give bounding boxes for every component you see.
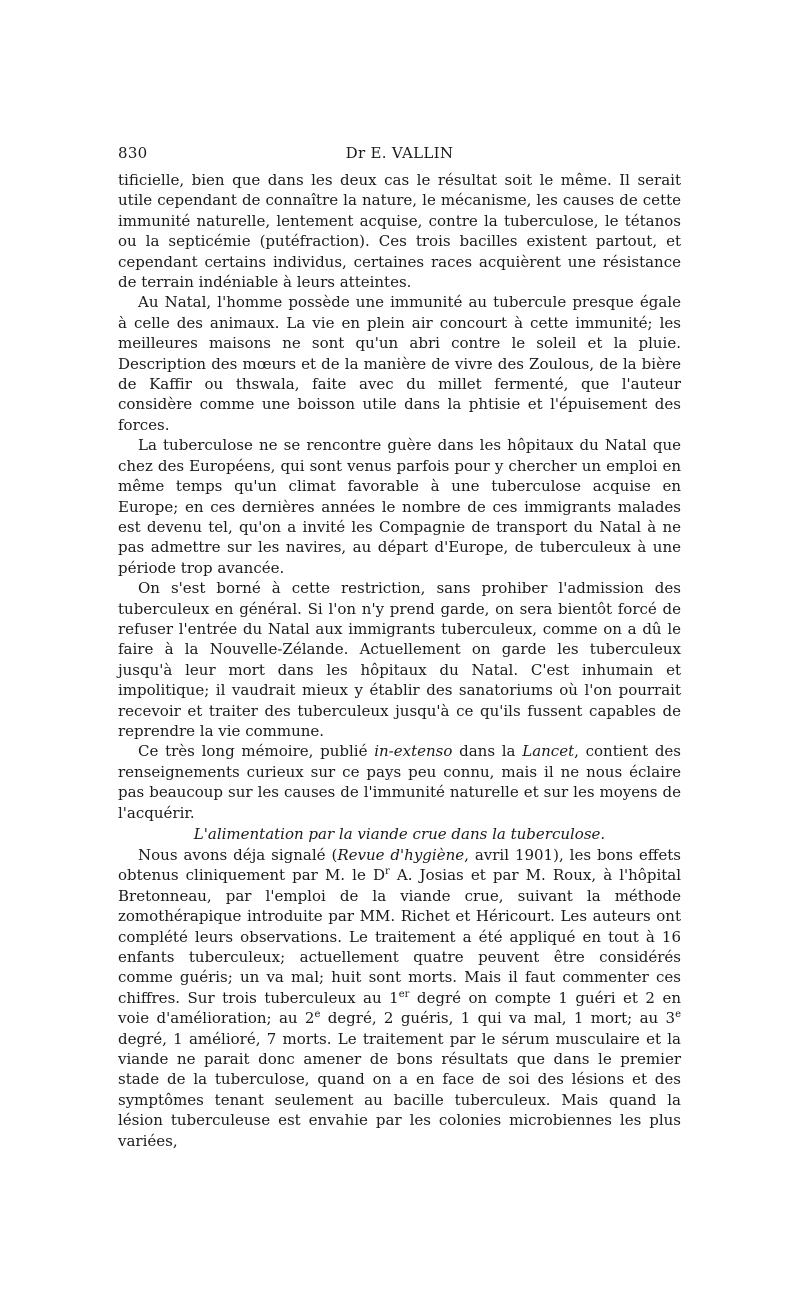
paragraph-lancet-memoir: [118, 741, 681, 823]
text-run: degré, 2 guéris, 1 qui va mal, 1 mort; au 3: [320, 1009, 676, 1028]
superscript: e: [675, 1009, 681, 1021]
paragraph-raw-meat-treatment: [118, 845, 681, 1151]
paragraph-restriction: On s'est borné à cette restriction, sans prohiber l'admission des tuberculeux en général. Si l'on n'y prend garde, on sera bientôt forcé de refuser l'entrée du Natal aux immigrants tuberculeux, comme on a dû le faire à la Nouvelle-Zélande. Actuellement on garde les tuberculeux jusqu'à leur mort dans les hôpitaux du Natal. C'est inhumain et impolitique; il vaudrait mieux y établir des sanatoriums où l'on pourrait recevoir et traiter des tuberculeux jusqu'à ce qu'ils fussent capables de reprendre la vie commune.: [118, 579, 681, 740]
text-run: Nous avons déja signalé (: [138, 846, 338, 864]
running-head: Dr E. VALLIN: [345, 144, 454, 162]
text-run: degré on compte 1 guéri et 2 en voie d'amélioration; au 2: [118, 988, 682, 1028]
paragraph-natal-immunity: Au Natal, l'homme possède une immunité au tubercule presque égale à celle des animaux. La vie en plein air concourt à cette immunité; les meilleures maisons ne sont qu'un abri contre le soleil et la pluie. Description des mœurs et de la manière de vivre des Zoulous, de la bière de Kaffir ou thswala, faite avec du millet fermenté, que l'auteur considère comme une boisson utile dans la phtisie et l'épuisement des forces.: [118, 293, 681, 434]
section-heading: L'alimentation par la viande crue dans la tuberculose.: [193, 825, 606, 843]
superscript: er: [398, 988, 410, 1000]
superscript: r: [384, 866, 390, 878]
superscript: e: [314, 1009, 321, 1021]
text-run: Ce très long mémoire, publié: [138, 742, 375, 761]
book-page: [118, 144, 681, 1151]
journal-title: Revue d'hygiène: [337, 846, 465, 864]
text-run: , contient des renseignements curieux sur ce pays peu connu, mais il ne nous éclaire pas beaucoup sur les causes de l'immunité naturelle et sur les moyens de l'acquérir.: [118, 742, 682, 822]
paragraph-natal-hospitals: La tuberculose ne se rencontre guère dans les hôpitaux du Natal que chez des Européens, qui sont venus parfois pour y chercher un emploi en même temps qu'un climat favorable à une tuberculose acquise en Europe; en ces dernières années le nombre de ces immigrants malades est devenu tel, qu'on a invité les Compagnie de transport du Natal à ne pas admettre sur les navires, au départ d'Europe, de tuberculeux à une période trop avancée.: [118, 436, 681, 577]
journal-title: Lancet: [522, 742, 575, 761]
italic-term: in-extenso: [374, 742, 453, 761]
page-header: [118, 144, 681, 170]
text-run: dans la: [452, 742, 523, 761]
page-number: 830: [118, 144, 148, 162]
text-run: degré, 1 amélioré, 7 morts. Le traitement par le sérum musculaire et la viande ne parait donc amener de bons résultats que dans le premier stade de la tuberculose, quand on a en face de soi des lésions et des symptômes tenant seulement au bacille tuberculeux. Mais quand la lésion tuberculeuse est envahie par les colonies microbiennes les plus variées,: [118, 1029, 681, 1150]
paragraph-continued: tificielle, bien que dans les deux cas le résultat soit le même. Il serait utile cependant de connaître la nature, le mécanisme, les causes de cette immunité naturelle, lentement acquise, contre la tuberculose, le tétanos ou la septicémie (putéfraction). Ces trois bacilles existent partout, et cependant certains individus, certaines races acquièrent une résistance de terrain indéniable à leurs atteintes.: [118, 171, 681, 292]
text-run: , avril 1901), les bons effets obtenus cliniquement par M. le D: [118, 846, 681, 885]
text-run: A. Josias et par M. Roux, à l'hôpital Bretonneau, par l'emploi de la viande crue, suivant la méthode zomothérapique introduite par MM. Richet et Héricourt. Les auteurs ont complété leurs observations. Le traitement a été appliqué en tout à 16 enfants tuberculeux; actuellement quatre peuvent être considérés comme guéris; un va mal; huit sont morts. Mais il faut commenter ces chiffres. Sur trois tuberculeux au 1: [118, 866, 682, 1007]
